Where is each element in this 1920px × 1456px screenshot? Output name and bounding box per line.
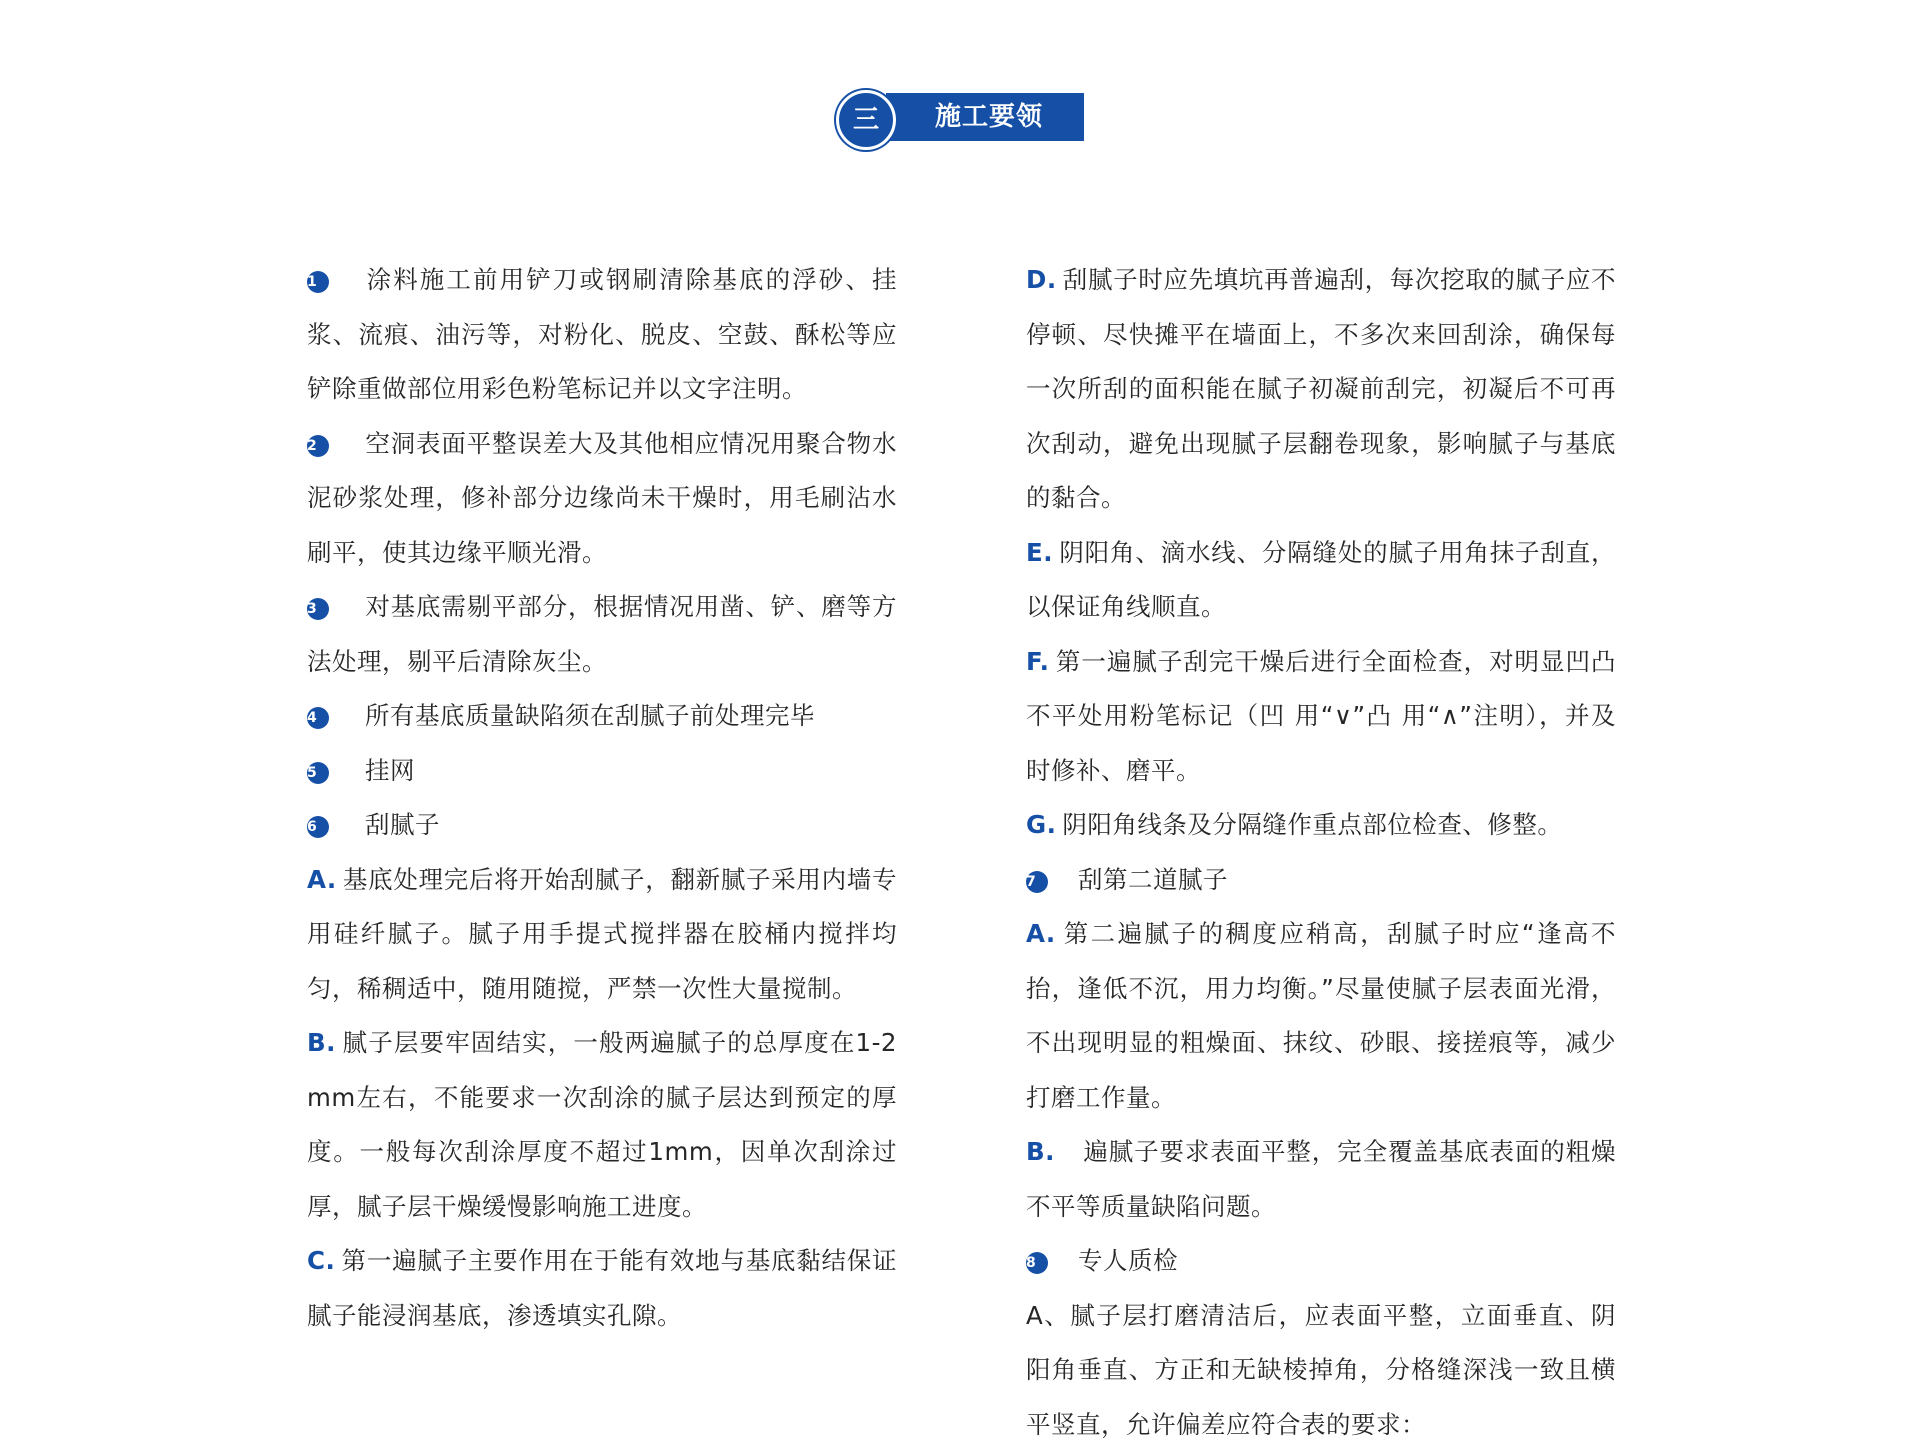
substep-letter: C.	[307, 1246, 336, 1275]
step-number-badge: 5	[307, 762, 329, 784]
substep-text: 第一遍腻子刮完干燥后进行全面检查，对明显凹凸不平处用粉笔标记（凹 用“∨”凸 用“∧”注明），并及时修补、磨平。	[1026, 646, 1616, 785]
step-text: 涂料施工前用铲刀或钢刷清除基底的浮砂、挂浆、流痕、油污等，对粉化、脱皮、空鼓、酥松等应铲除重做部位用彩色粉笔标记并以文字注明。	[307, 265, 897, 403]
substep-text: 阴阳角、滴水线、分隔缝处的腻子用角抹子刮直，以保证角线顺直。	[1026, 537, 1616, 621]
step-number-badge: 8	[1026, 1252, 1048, 1274]
step-number-badge: 1	[307, 271, 329, 293]
step-number-badge: 4	[307, 707, 329, 729]
step-7	[1026, 853, 1616, 908]
step-number-badge: 6	[307, 816, 329, 838]
substep-text: 第一遍腻子主要作用在于能有效地与基底黏结保证腻子能浸润基底，渗透填实孔隙。	[307, 1246, 897, 1330]
step-text: 刮腻子	[365, 810, 440, 839]
right-column	[1026, 253, 1616, 1452]
substep-c	[307, 1234, 897, 1343]
section-header	[836, 91, 1084, 147]
substep-letter: F.	[1026, 646, 1050, 676]
step-number-badge: 2	[307, 435, 329, 457]
step-text: 挂网	[365, 755, 415, 785]
step-text: 空洞表面平整误差大及其他相应情况用聚合物水泥砂浆处理，修补部分边缘尚未干燥时，用毛刷沾水刷平，使其边缘平顺光滑。	[307, 428, 897, 567]
step-text: 刮第二道腻子	[1078, 864, 1228, 894]
step-3	[307, 580, 897, 689]
step-1	[307, 253, 897, 417]
section-number-badge: 三	[836, 90, 896, 150]
substep-letter: D.	[1026, 265, 1057, 294]
step-6	[307, 798, 897, 853]
step-text: 所有基底质量缺陷须在刮腻子前处理完毕	[365, 701, 815, 730]
substep-text: 基底处理完后将开始刮腻子，翻新腻子采用内墙专用硅纤腻子。腻子用手提式搅拌器在胶桶内搅拌均匀，稀稠适中，随用随搅，严禁一次性大量搅制。	[307, 864, 897, 1003]
step-number-badge: 7	[1026, 871, 1048, 893]
step-text: 对基底需剔平部分，根据情况用凿、铲、磨等方法处理，剔平后清除灰尘。	[307, 592, 897, 676]
substep-text: 遍腻子要求表面平整，完全覆盖基底表面的粗燥不平等质量缺陷问题。	[1026, 1137, 1616, 1221]
step-8	[1026, 1234, 1616, 1289]
step-text: 专人质检	[1078, 1246, 1178, 1275]
step-5	[307, 744, 897, 799]
substep-g	[1026, 798, 1616, 853]
substep-f	[1026, 635, 1616, 799]
substep-d	[1026, 253, 1616, 526]
substep-letter: A.	[307, 864, 337, 894]
substep-b	[307, 1016, 897, 1234]
substep-text: 第二遍腻子的稠度应稍高，刮腻子时应“逢高不抬，逢低不沉，用力均衡。”尽量使腻子层表面光滑，不出现明显的粗燥面、抹纹、砂眼、接搓痕等，减少打磨工作量。	[1026, 919, 1616, 1112]
substep-text: 腻子层要牢固结实，一般两遍腻子的总厚度在1-2 mm左右，不能要求一次刮涂的腻子层达到预定的厚度。一般每次刮涂厚度不超过1mm，因单次刮涂过厚，腻子层干燥缓慢影响施工进度。	[307, 1028, 897, 1221]
substep-b2	[1026, 1125, 1616, 1234]
quality-check-text: A、腻子层打磨清洁后，应表面平整，立面垂直、阴阳角垂直、方正和无缺棱掉角，分格缝深浅一致且横平竖直，允许偏差应符合表的要求：	[1026, 1300, 1616, 1439]
left-column	[307, 253, 897, 1343]
substep-a2	[1026, 907, 1616, 1125]
substep-text: 刮腻子时应先填坑再普遍刮，每次挖取的腻子应不停顿、尽快摊平在墙面上，不多次来回刮涂，确保每一次所刮的面积能在腻子初凝前刮完，初凝后不可再次刮动，避免出现腻子层翻卷现象，影响腻子与基底的黏合。	[1026, 265, 1616, 512]
step-2	[307, 417, 897, 581]
substep-a	[307, 853, 897, 1017]
substep-letter: G.	[1026, 810, 1057, 839]
step-number-badge: 3	[307, 598, 329, 620]
substep-letter: B.	[307, 1028, 336, 1057]
section-title: 施工要领	[934, 102, 1043, 132]
step-4	[307, 689, 897, 744]
substep-e	[1026, 526, 1616, 635]
substep-letter: B.	[1026, 1137, 1055, 1166]
substep-text: 阴阳角线条及分隔缝作重点部位检查、修整。	[1062, 810, 1563, 839]
substep-letter: A.	[1026, 919, 1056, 948]
substep-letter: E.	[1026, 537, 1054, 567]
